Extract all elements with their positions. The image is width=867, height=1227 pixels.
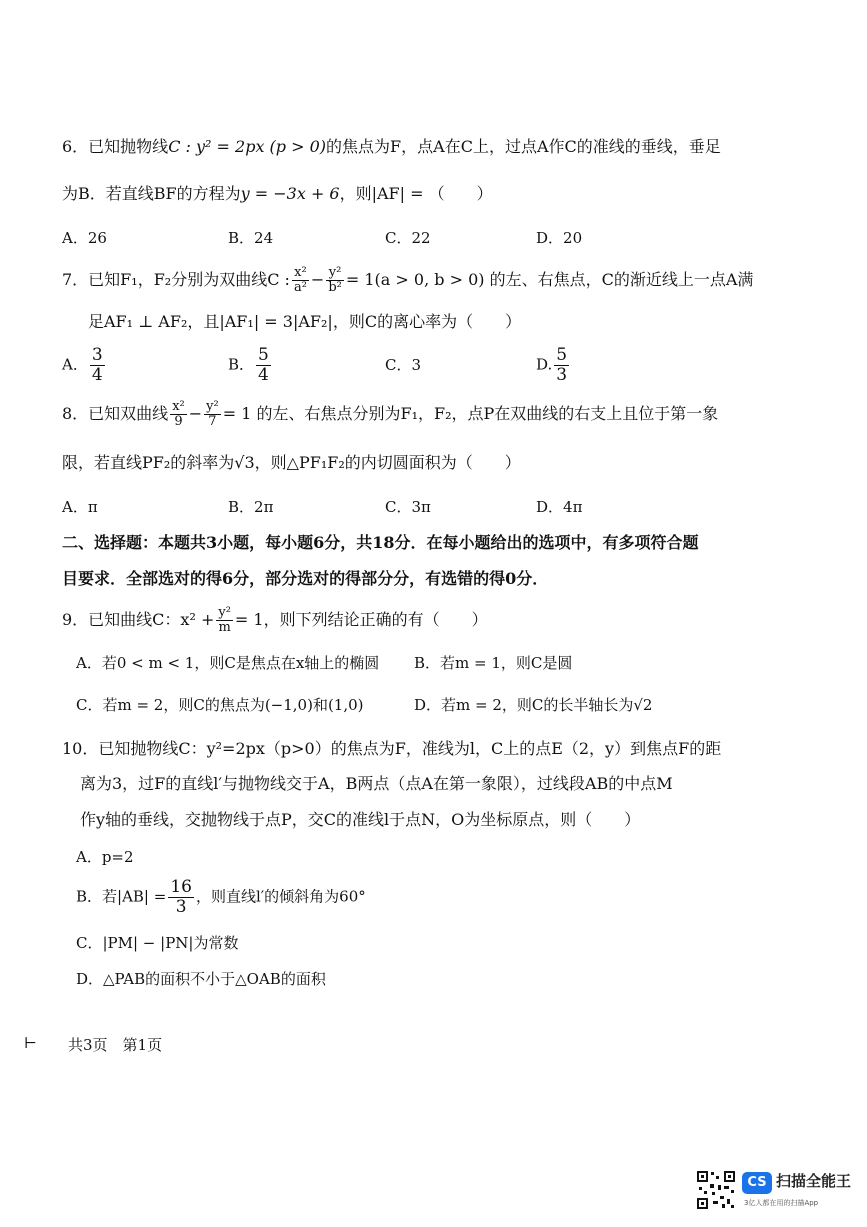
q6-option-b: B．24 [228,229,274,247]
q7-fraction-y: $\frac{\text{y²}}{\text{b²}}$ [328,265,342,295]
section-2-heading-line-2: 目要求．全部选对的得6分，部分选对的得部分分，有选错的得0分． [62,569,549,588]
q10-option-c: C．|PM| − |PN|为常数 [76,934,239,952]
q7-text: 足AF₁ ⊥ AF₂，且|AF₁| = 3|AF₂|，则C的离心率为（ ） [88,312,522,331]
q7-option-a: A． $\frac{3}{4}$ [62,345,103,385]
q9-option-d: D．若m = 2，则C的长半轴长为√2 [414,696,653,714]
q7-option-c: C．3 [385,356,422,374]
scanner-tagline: 3亿人都在用的扫描App [744,1199,819,1207]
q9-text: = 1，则下列结论正确的有（ ） [234,610,488,629]
q7-line-2 [88,311,521,333]
q8-line-1: 8．已知双曲线 $\frac{\text{x²}}{9}$ − $\frac{\text{y²}}{7}$ = 1 的左、右焦点分别为F₁，F₂，点P在双曲线的右支上且位于第一象 [62,399,719,429]
q8-option-c: C．3π [385,498,431,516]
q7-text: = 1(a > 0, b > 0) 的左、右焦点，C的渐近线上一点A满 [345,270,754,289]
qr-code-icon [696,1170,736,1210]
q6-equation: C : y² = 2px (p > 0) [168,137,327,156]
q6-text: 的焦点为F，点A在C上，过点A作C的准线的垂线，垂足 [326,137,721,156]
q10-line-1: 10．已知抛物线C：y²=2px（p>0）的焦点为F，准线为l，C上的点E（2，y）到焦点F的距 [62,739,722,758]
q8-option-b: B．2π [228,498,274,516]
q8-line-2 [62,452,521,474]
q6-text: 6．已知抛物线 [62,137,169,156]
page-edge-mark: ⊢ [24,1034,37,1052]
q6-text: 为B．若直线BF的方程为 [62,184,241,203]
q10-option-a: A．p=2 [76,848,134,866]
q9-line-1: 9．已知曲线C：x² + $\frac{\text{y²}}{m}$ = 1，则下列结论正确的有（ ） [62,605,488,635]
section-2-heading-line-1: 二、选择题：本题共3小题，每小题6分，共18分．在每小题给出的选项中，有多项符合题 [62,533,699,552]
q9-option-c: C．若m = 2，则C的焦点为(−1,0)和(1,0) [76,696,364,714]
scanner-app-name: 扫描全能王 [776,1172,852,1190]
q8-option-a: A．π [62,498,98,516]
q6-option-d: D．20 [536,229,583,247]
q9-option-a: A．若0 < m < 1，则C是焦点在x轴上的椭圆 [76,654,380,672]
q6-line-1 [62,136,721,158]
q6-option-c: C．22 [385,229,431,247]
q10-option-d: D．△PAB的面积不小于△OAB的面积 [76,970,326,988]
q6-text: ，则|AF| = （ ） [339,184,493,203]
q7-option-d: D. $\frac{5}{3}$ [536,345,568,385]
q8-option-d: D．4π [536,498,583,516]
q8-text: 限，若直线PF₂的斜率为√3，则△PF₁F₂的内切圆面积为（ ） [62,453,521,472]
q8-text: = 1 的左、右焦点分别为F₁，F₂，点P在双曲线的右支上且位于第一象 [222,404,719,423]
q10-line-3: 作y轴的垂线，交抛物线于点P，交C的准线l于点N，O为坐标原点，则（ ） [80,810,641,829]
q10-line-2: 离为3，过F的直线l′与抛物线交于A，B两点（点A在第一象限），过线段AB的中点M [80,774,673,793]
q8-text: 8．已知双曲线 [62,404,169,423]
q9-text: 9．已知曲线C：x² + [62,610,215,629]
q7-fraction-x: $\frac{\text{x²}}{\text{a²}}$ [293,265,307,295]
q6-equation: y = −3x + 6 [240,184,340,203]
q6-option-a: A．26 [62,229,107,247]
q7-text: 7．已知F₁，F₂分别为双曲线C : [62,270,290,289]
camscanner-logo: CS [742,1172,772,1194]
page-number: 共3页 第1页 [68,1036,163,1054]
q7-option-b: B． $\frac{5}{4}$ [228,345,269,385]
q7-line-1: 7．已知F₁，F₂分别为双曲线C : $\frac{\text{x²}}{\text{a²}}$ − $\frac{\text{y²}}{\text{b²}}$ = 1(a > 0, b > 0) 的左、右焦点，C的渐近线上一点A满 [62,265,754,295]
q9-option-b: B．若m = 1，则C是圆 [414,654,573,672]
q10-option-b: B．若|AB| = $\frac{16}{3}$ ，则直线l′的倾斜角为60° [76,877,366,917]
q6-line-2 [62,183,493,205]
